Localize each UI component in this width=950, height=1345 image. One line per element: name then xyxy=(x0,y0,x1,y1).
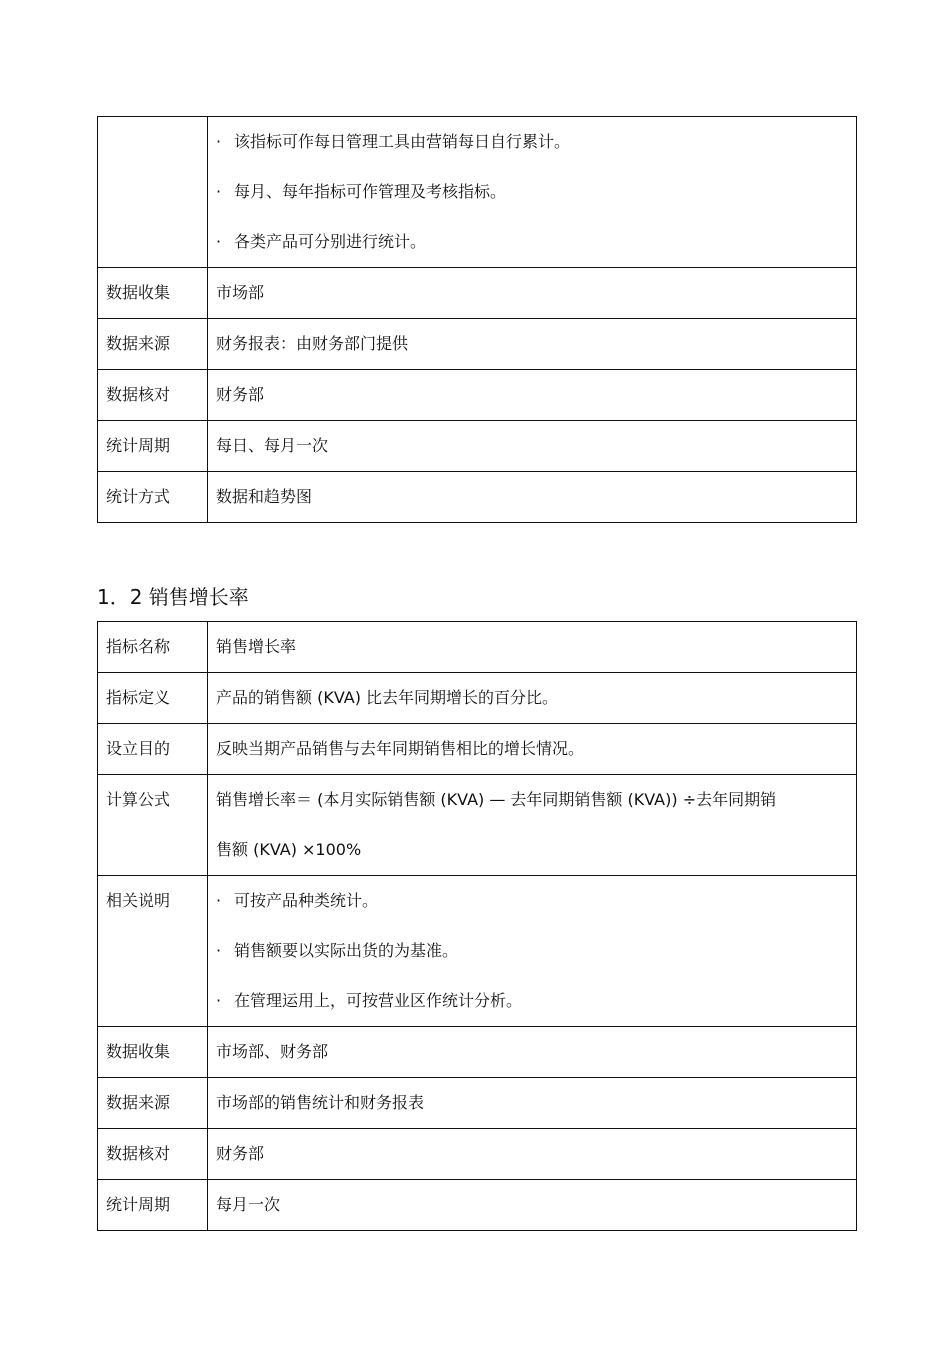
row-value: 财务报表：由财务部门提供 xyxy=(208,319,857,370)
bullet-text: 在管理运用上，可按营业区作统计分析。 xyxy=(234,991,523,1010)
row-value: 每月一次 xyxy=(208,1180,857,1231)
row-value: 销售增长率 xyxy=(208,622,857,673)
bullet-text: 销售额要以实际出货的为基准。 xyxy=(234,941,459,960)
table-row xyxy=(98,1180,857,1231)
row-value: 财务部 xyxy=(208,370,857,421)
bullet-item xyxy=(216,117,848,167)
bullet-symbol: · xyxy=(216,132,222,151)
table-row xyxy=(98,268,857,319)
row-label: 数据收集 xyxy=(98,1027,208,1078)
table-row xyxy=(98,876,857,1027)
table-row xyxy=(98,472,857,523)
table-row xyxy=(98,775,857,876)
row-label: 数据收集 xyxy=(98,268,208,319)
bullet-symbol: · xyxy=(216,891,222,910)
bullet-item xyxy=(216,217,848,267)
bullet-text: 各类产品可分别进行统计。 xyxy=(234,232,427,251)
indicator-table xyxy=(97,621,857,1231)
row-value: 市场部、财务部 xyxy=(208,1027,857,1078)
table-row xyxy=(98,622,857,673)
row-value: 财务部 xyxy=(208,1129,857,1180)
row-value: 反映当期产品销售与去年同期销售相比的增长情况。 xyxy=(208,724,857,775)
formula-line: 售额 (KVA) ×100% xyxy=(216,840,362,859)
label-cell-empty xyxy=(98,117,208,268)
bullet-item xyxy=(216,167,848,217)
row-label: 统计方式 xyxy=(98,472,208,523)
indicator-table-continued xyxy=(97,116,857,523)
table-row xyxy=(98,1027,857,1078)
row-label: 数据核对 xyxy=(98,370,208,421)
row-label: 设立目的 xyxy=(98,724,208,775)
row-value: 每日、每月一次 xyxy=(208,421,857,472)
bullet-symbol: · xyxy=(216,941,222,960)
table-row xyxy=(98,370,857,421)
bullet-symbol: · xyxy=(216,991,222,1010)
table-row xyxy=(98,724,857,775)
row-label: 数据来源 xyxy=(98,319,208,370)
notes-cell xyxy=(208,117,857,268)
table-row xyxy=(98,117,857,268)
bullet-item xyxy=(216,926,848,976)
table-row xyxy=(98,421,857,472)
notes-cell xyxy=(208,876,857,1027)
table-row xyxy=(98,319,857,370)
row-label: 指标名称 xyxy=(98,622,208,673)
row-value: 产品的销售额 (KVA) 比去年同期增长的百分比。 xyxy=(208,673,857,724)
row-label: 数据来源 xyxy=(98,1078,208,1129)
row-label: 相关说明 xyxy=(98,876,208,1027)
bullet-text: 可按产品种类统计。 xyxy=(234,891,379,910)
bullet-symbol: · xyxy=(216,232,222,251)
row-value: 市场部 xyxy=(208,268,857,319)
row-label: 统计周期 xyxy=(98,1180,208,1231)
table-row xyxy=(98,673,857,724)
formula-cell xyxy=(208,775,857,876)
row-label: 计算公式 xyxy=(98,775,208,876)
row-value: 市场部的销售统计和财务报表 xyxy=(208,1078,857,1129)
table-row xyxy=(98,1129,857,1180)
bullet-symbol: · xyxy=(216,182,222,201)
row-label: 数据核对 xyxy=(98,1129,208,1180)
table-row xyxy=(98,1078,857,1129)
row-label: 统计周期 xyxy=(98,421,208,472)
bullet-text: 该指标可作每日管理工具由营销每日自行累计。 xyxy=(234,132,571,151)
bullet-text: 每月、每年指标可作管理及考核指标。 xyxy=(234,182,507,201)
formula-line: 销售增长率＝ (本月实际销售额 (KVA) — 去年同期销售额 (KVA)) ÷去年同期销 xyxy=(216,790,777,809)
row-value: 数据和趋势图 xyxy=(208,472,857,523)
row-label: 指标定义 xyxy=(98,673,208,724)
section-heading: 1．2 销售增长率 xyxy=(97,585,249,609)
bullet-item xyxy=(216,876,848,926)
bullet-item xyxy=(216,976,848,1026)
